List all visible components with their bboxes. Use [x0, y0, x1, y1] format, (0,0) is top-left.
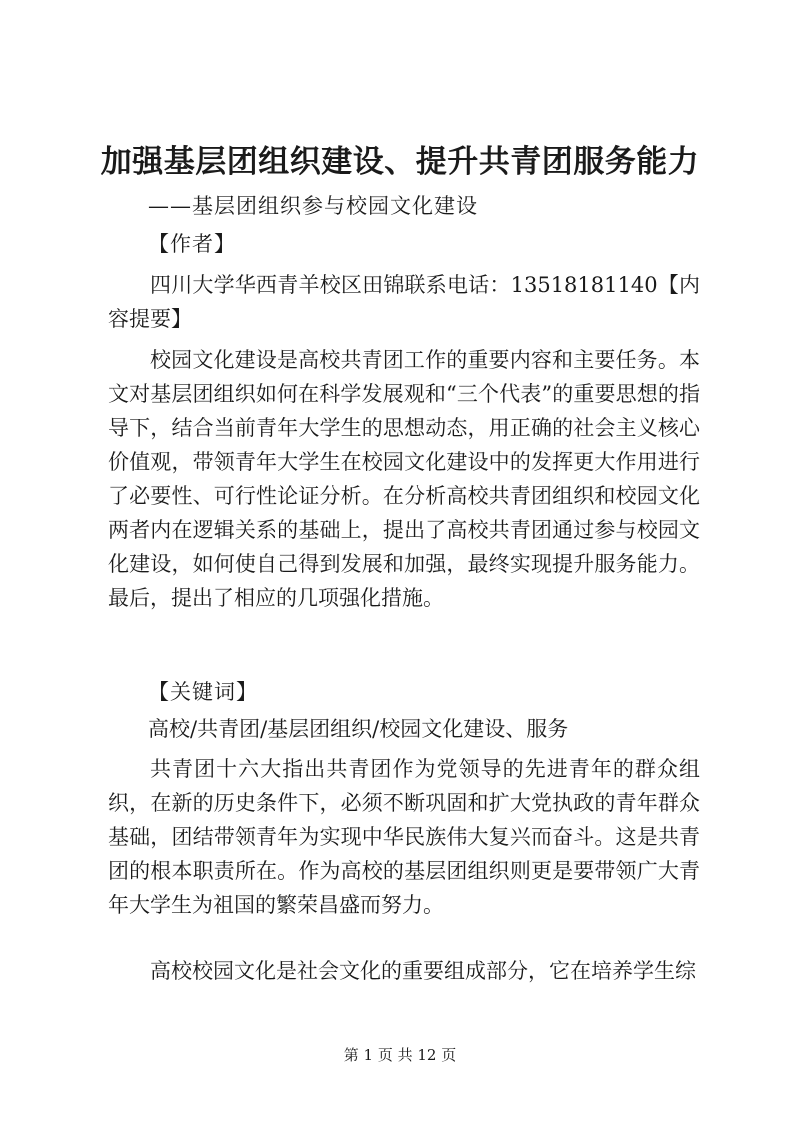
author-heading: 【作者】: [148, 232, 236, 256]
document-title: 加强基层团组织建设、提升共青团服务能力: [100, 144, 700, 180]
author-info: 四川大学华西青羊校区田锦联系电话：13518181140【内容提要】: [108, 273, 700, 331]
keywords-text: 高校/共青团/基层团组织/校园文化建设、服务: [148, 717, 569, 741]
body-paragraph-2: 高校校园文化是社会文化的重要组成部分，它在培养学生综: [150, 959, 696, 983]
body-paragraph-1: 共青团十六大指出共青团作为党领导的先进青年的群众组织，在新的历史条件下，必须不断巩固和扩大党执政的青年群众基础，团结带领青年为实现中华民族伟大复兴而奋斗。这是共青团的根本职责所在。作为高校的基层团组织则更是要带领广大青年大学生为祖国的繁荣昌盛而努力。: [108, 757, 700, 917]
abstract-text: 校园文化建设是高校共青团工作的重要内容和主要任务。本文对基层团组织如何在科学发展观和“三个代表”的重要思想的指导下，结合当前青年大学生的思想动态，用正确的社会主义核心价值观，带领青年大学生在校园文化建设中的发挥更大作用进行了必要性、可行性论证分析。在分析高校共青团组织和校园文化两者内在逻辑关系的基础上，提出了高校共青团通过参与校园文化建设，如何使自己得到发展和加强，最终实现提升服务能力。最后，提出了相应的几项强化措施。: [108, 348, 700, 610]
page-footer: 第 1 页 共 12 页: [343, 1046, 457, 1064]
document-subtitle: ——基层团组织参与校园文化建设: [148, 194, 478, 218]
keywords-heading: 【关键词】: [148, 680, 258, 704]
